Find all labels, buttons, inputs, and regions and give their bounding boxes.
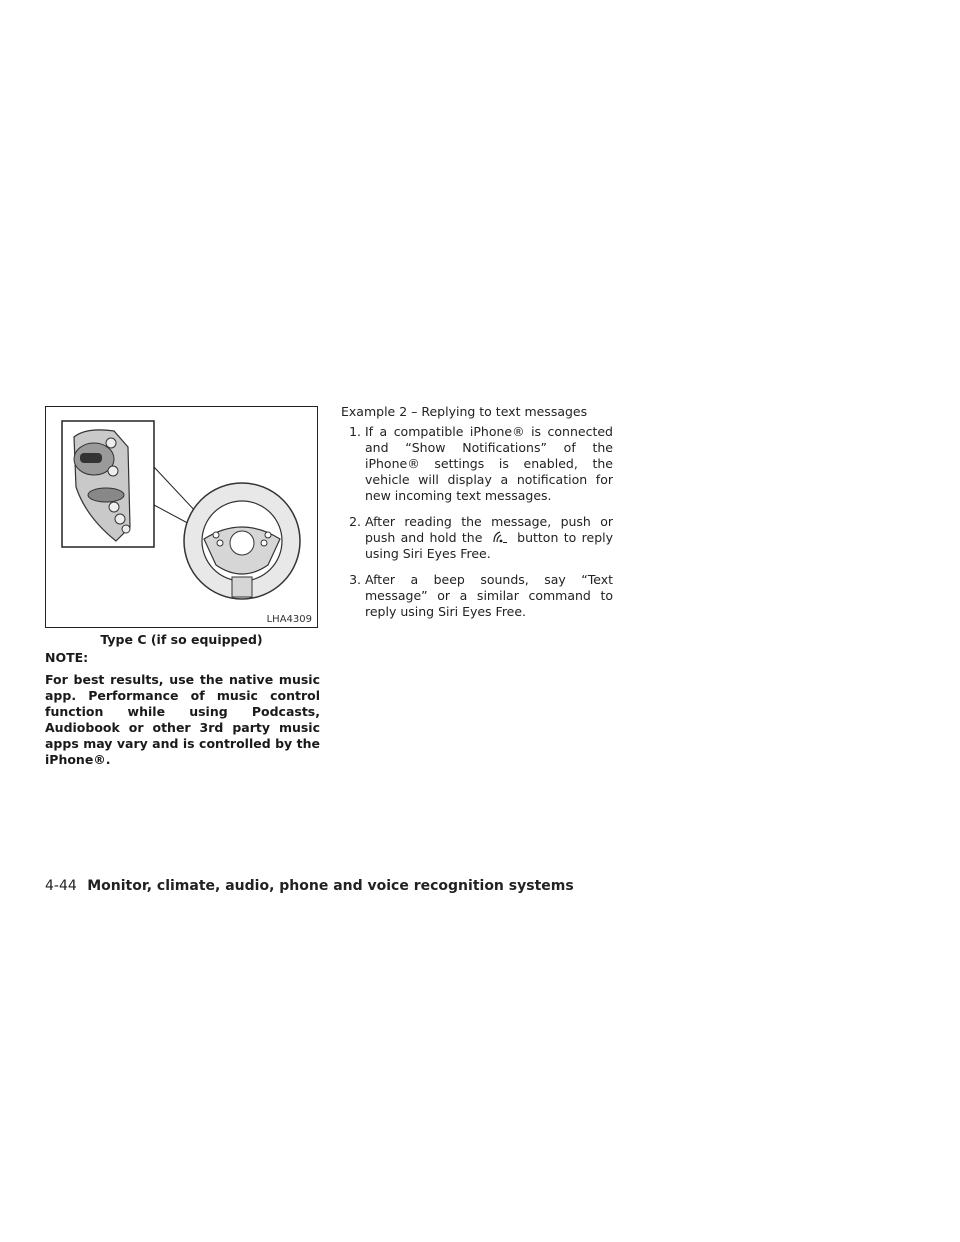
- page-footer: [45, 878, 574, 894]
- note-title: NOTE:: [45, 650, 89, 665]
- section-title: Monitor, climate, audio, phone and voice recognition systems: [87, 878, 574, 894]
- step-item: [341, 572, 613, 620]
- figure-code: LHA4309: [266, 614, 312, 625]
- example-section: [341, 404, 613, 630]
- note-body: For best results, use the native music app. Performance of music control function while using Podcasts, Audiobook or other 3rd party music apps may vary and is controlled by the iPhone®.: [45, 672, 320, 767]
- example-title: Example 2 – Replying to text messages: [341, 404, 588, 419]
- figure-caption: Type C (if so equipped): [100, 632, 263, 647]
- step-number: 3.: [349, 572, 361, 587]
- step-text-before: After reading the message, push or push and hold the: [365, 514, 613, 545]
- step-text: [365, 514, 613, 562]
- page-number: 4-44: [45, 878, 77, 894]
- step-text-after: button to reply using Siri Eyes Free.: [365, 530, 613, 561]
- step-text: After a beep sounds, say “Text message” or a similar command to reply using Siri Eyes Free.: [365, 572, 613, 619]
- steering-wheel-figure: [45, 406, 318, 628]
- step-item: [341, 424, 613, 504]
- step-number: 1.: [349, 424, 361, 439]
- step-number: 2.: [349, 514, 361, 529]
- talk-button-icon: [490, 530, 510, 544]
- steering-wheel-illustration: [46, 407, 319, 629]
- step-item: [341, 514, 613, 562]
- step-text: If a compatible iPhone® is connected and “Show Notifications” of the iPhone® settings is enabled, the vehicle will display a notification for new incoming text messages.: [365, 424, 613, 503]
